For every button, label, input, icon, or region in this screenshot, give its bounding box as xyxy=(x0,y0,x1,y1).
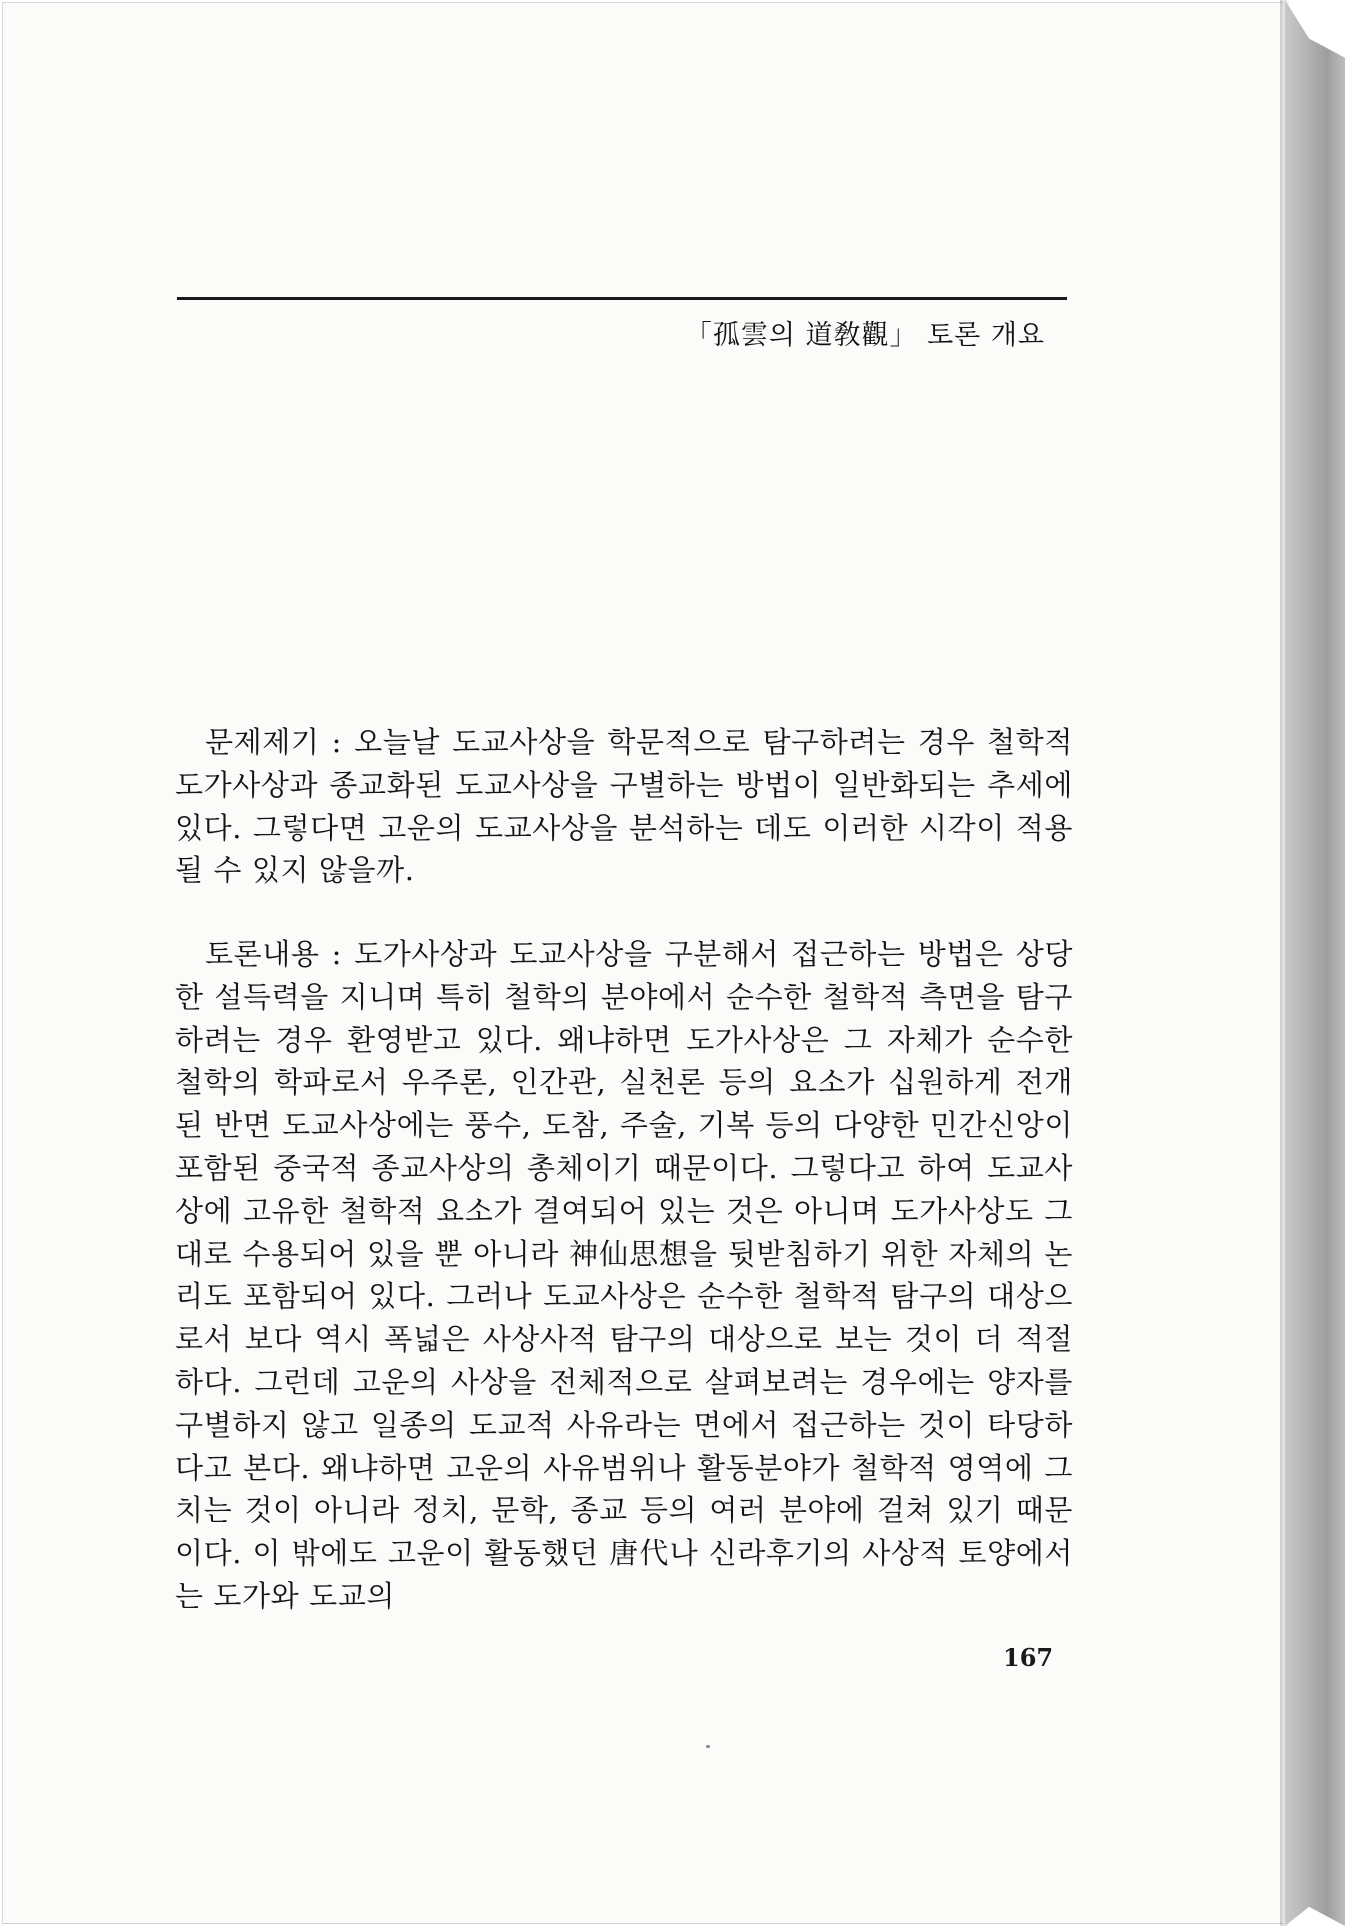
paragraph-problem xyxy=(175,721,1073,892)
paragraph-label: 토론내용 : xyxy=(205,937,342,971)
header-rule xyxy=(177,297,1067,300)
paragraph-label: 문제제기 : xyxy=(205,725,342,759)
scan-speck xyxy=(706,1745,710,1748)
page-number: 167 xyxy=(1003,1643,1054,1672)
running-head: 「孤雲의 道敎觀」 토론 개요 xyxy=(684,320,1045,351)
paragraph-discussion xyxy=(175,933,1073,1618)
book-page xyxy=(2,2,1283,1924)
paragraph-text: 오늘날 도교사상을 학문적으로 탐구하려는 경우 철학적 도가사상과 종교화된 도교사상을 구별하는 방법이 일반화되는 추세에 있다. 그렇다면 고운의 도교사상을 분석하는 데도 이러한 시각이 적용될 수 있지 않을까. xyxy=(175,725,1073,888)
paragraph-text: 도가사상과 도교사상을 구분해서 접근하는 방법은 상당한 설득력을 지니며 특히 철학의 분야에서 순수한 철학적 측면을 탐구하려는 경우 환영받고 있다. 왜냐하면 도가사상은 그 자체가 순수한 철학의 학파로서 우주론, 인간관, 실천론 등의 요소가 십원하게 전개된 반면 도교사상에는 풍수, 도참, 주술, 기복 등의 다양한 민간신앙이 포함된 중국적 종교사상의 총체이기 때문이다. 그렇다고 하여 도교사상에 고유한 철학적 요소가 결여되어 있는 것은 아니며 도가사상도 그대로 수용되어 있을 뿐 아니라 神仙思想을 뒷받침하기 위한 자체의 논리도 포함되어 있다. 그러나 도교사상은 순수한 철학적 탐구의 대상으로서 보다 역시 폭넓은 사상사적 탐구의 대상으로 보는 것이 더 적절하다. 그런데 고운의 사상을 전체적으로 살펴보려는 경우에는 양자를 구별하지 않고 일종의 도교적 사유라는 면에서 접근하는 것이 타당하다고 본다. 왜냐하면 고운의 사유범위나 활동분야가 철학적 영역에 그치는 것이 아니라 정치, 문학, 종교 등의 여러 분야에 걸쳐 있기 때문이다. 이 밖에도 고운이 활동했던 唐代나 신라후기의 사상적 토양에서는 도가와 도교의 xyxy=(175,937,1073,1613)
book-page-edge xyxy=(1285,0,1345,1926)
